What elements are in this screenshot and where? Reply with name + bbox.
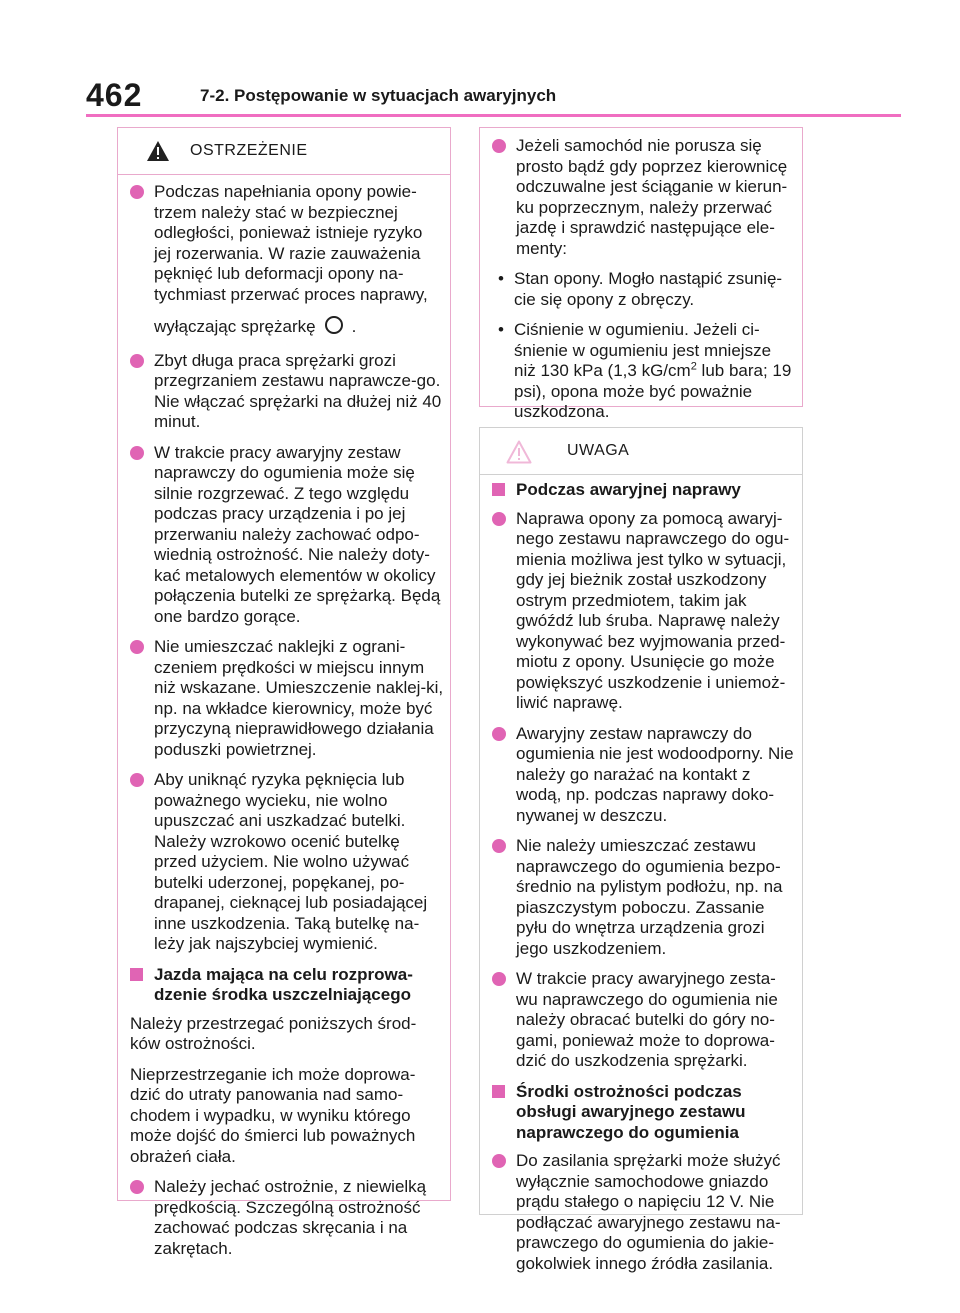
warning-item: W trakcie pracy awaryjny zestaw naprawczy do ogumienia może się silnie rozgrzewać. Z tego względu podczas pracy urządzenia i po jej przerwaniu należy zachować odpo-wiednią ostrożność. Nie należy doty-kać metalowych elementów w okolicy połączenia butelki ze sprężarką. Będą one bardzo gorące. [130, 443, 444, 628]
bullet-mark: • [498, 320, 504, 339]
warning-item: Należy jechać ostrożnie, z niewielką prędkością. Szczególną ostrożność zachować podczas skręcania i na zakrętach. [130, 1177, 444, 1259]
notice-item: W trakcie pracy awaryjnego zesta-wu naprawczego do ogumienia nie należy obracać butelki do góry no-gami, ponieważ może to doprowa-dzić do uszkodzenia sprężarki. [492, 969, 796, 1072]
compressor-switch-icon [324, 315, 344, 341]
bullet-dot-icon [130, 640, 144, 654]
bullet-dot-icon [492, 972, 506, 986]
bullet-dot-icon [492, 1154, 506, 1168]
page-header [86, 78, 901, 116]
notice-item: Nie należy umieszczać zestawu naprawczego do ogumienia bezpo-średnio na pylistym podłożu, np. na piaszczystym poboczu. Zassanie pyłu do wnętrza urządzenia grozi jego uszkodzeniem. [492, 836, 796, 959]
notice-item: Do zasilania sprężarki może służyć wyłącznie samochodowe gniazdo prądu stałego o napięciu 12 V. Nie podłączać awaryjnego zestawu na-prawczego do ogumienia do jakie-gokolwiek innego źródła zasilania. [492, 1151, 796, 1274]
bullet-item: • Ciśnienie w ogumieniu. Jeżeli ci-śnienie w ogumieniu jest mniejsze niż 130 kPa (1,3 $kG/cm^2$ lub bara; 19 psi), opona może być poważnie uszkodzona. [498, 320, 792, 421]
paragraph: Nieprzestrzeganie ich może doprowa-dzić do utraty panowania nad samo-chodem i wypadku, w wyniku którego może dojść do śmierci lub poważnych obrażeń ciała. [130, 1064, 416, 1166]
warning-item: Podczas napełniania opony powie-trzem należy stać w bezpiecznej odległości, ponieważ istnieje ryzyko jej rozerwania. W razie zauważenia pęknięć lub deformacji opony na-tychmiast przerwać proces naprawy, [130, 182, 444, 305]
warning-content [130, 182, 444, 1269]
bullet-mark: • [498, 269, 504, 288]
bullet-dot-icon [492, 139, 506, 153]
notice-box [479, 427, 803, 1273]
page-number: 462 [86, 77, 143, 113]
bullet-item: • Stan opony. Mogło nastąpić zsunię-cie się opony z obręczy. [498, 269, 783, 309]
warning-item: Jeżeli samochód nie porusza się prosto bądź gdy poprzez kierownicę odczuwalne jest ściąganie w kierun-ku poprzecznym, należy przerwać jazdę i sprawdzić następujące ele-menty: [492, 136, 796, 259]
warning-title: OSTRZEŻENIE [190, 142, 308, 159]
section-heading: Jazda mająca na celu rozprowa-dzenie środka uszczelniającego [130, 965, 444, 1006]
bullet-dot-icon [130, 185, 144, 199]
bullet-dot-icon [492, 727, 506, 741]
bullet-dot-icon [130, 773, 144, 787]
warning-triangle-icon [146, 140, 170, 162]
paragraph: Należy przestrzegać poniższych środ-ków ostrożności. [130, 1013, 417, 1053]
bullet-dot-icon [492, 839, 506, 853]
bullet-dot-icon [130, 354, 144, 368]
notice-title-bar [480, 428, 802, 475]
header-rule [86, 114, 901, 117]
warning-item: Zbyt długa praca sprężarki grozi przegrzaniem zestawu naprawcze-go. Nie włączać sprężarki na dłużej niż 40 minut. [130, 351, 444, 433]
heading-square-icon [492, 1085, 505, 1098]
bullet-dot-icon [492, 512, 506, 526]
section-heading: Podczas awaryjnej naprawy [492, 480, 796, 501]
warning-continuation-box [479, 127, 803, 421]
section-heading: Środki ostrożności podczas obsługi awaryjnego zestawu naprawczego do ogumienia [492, 1082, 796, 1144]
notice-item: Awaryjny zestaw naprawczy do ogumienia nie jest wodoodporny. Nie należy go narażać na kontakt z wodą, np. podczas naprawy doko-nywanej w deszczu. [492, 724, 796, 827]
compressor-note: wyłączając sprężarkę . [130, 315, 444, 341]
chapter-title: 7-2. Postępowanie w sytuacjach awaryjnych [200, 86, 557, 105]
heading-square-icon [492, 483, 505, 496]
warning-cont-content [492, 136, 796, 433]
warning-box [117, 127, 451, 1258]
warning-item: Nie umieszczać naklejki z ograni-czeniem prędkości w miejscu innym niż wskazane. Umieszczenie naklej-ki, np. na wkładce kierownicy, może być przyczyną nieprawidłowego działania poduszki powietrznej. [130, 637, 444, 760]
notice-title: UWAGA [567, 442, 630, 459]
bullet-dot-icon [130, 1180, 144, 1194]
notice-content [492, 480, 796, 1284]
caution-triangle-icon [506, 440, 532, 464]
warning-item: Aby uniknąć ryzyka pęknięcia lub poważnego wycieku, nie wolno upuszczać ani uszkadzać butelki. Należy wzrokowo ocenić butelkę przed użyciem. Nie wolno używać butelki uderzonej, popękanej, po-drapanej, cieknącej lub posiadającej inne uszkodzenia. Taką butelkę na-leży jak najszybciej wymienić. [130, 770, 444, 955]
notice-item: Naprawa opony za pomocą awaryj-nego zestawu naprawczego do ogu-mienia możliwa jest tylko w sytuacji, gdy jej bieżnik został uszkodzony ostrym przedmiotem, takim jak gwóźdź lub śruba. Naprawę należy wykonywać bez wyjmowania przed-miotu z opony. Usunięcie go może powiększyć uszkodzenie i uniemoż-liwić naprawę. [492, 509, 796, 714]
warning-title-bar [118, 128, 450, 175]
heading-square-icon [130, 968, 143, 981]
bullet-dot-icon [130, 446, 144, 460]
